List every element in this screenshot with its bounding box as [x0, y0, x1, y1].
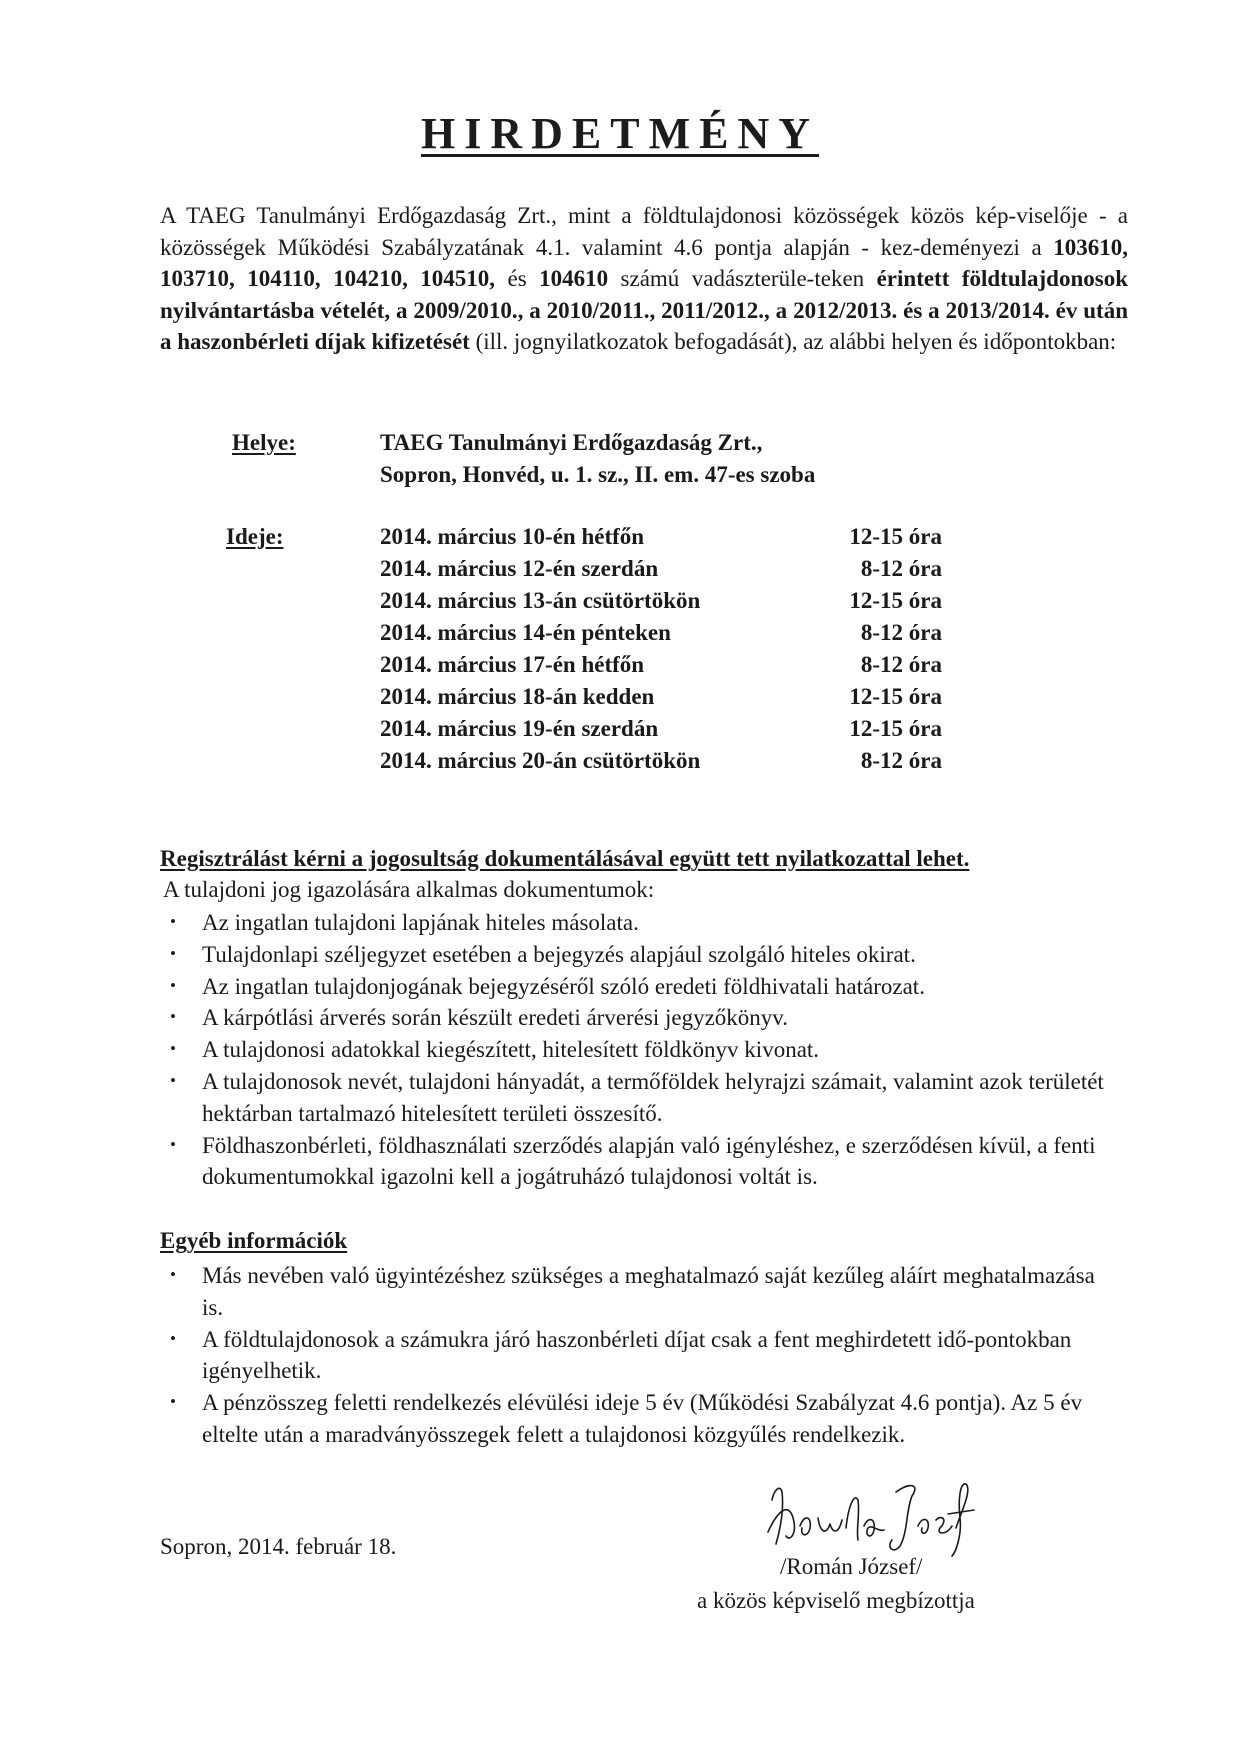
place-date: Sopron, 2014. február 18.	[160, 1534, 397, 1559]
other-info-list	[168, 1260, 1118, 1451]
intro-paragraph	[160, 200, 1128, 358]
schedule-date: 2014. március 18-án kedden	[380, 684, 655, 709]
schedule-date: 2014. március 12-én szerdán	[380, 556, 659, 581]
registration-intro: A tulajdoni jog igazolására alkalmas dokumentumok:	[163, 877, 655, 902]
schedule-label: Ideje:	[226, 524, 284, 549]
intro-codes: 103610, 103710, 104110, 104210, 104510,	[160, 234, 1128, 291]
schedule-time: 8-12 óra	[860, 556, 942, 581]
schedule-date: 2014. március 20-án csütörtökön	[380, 748, 701, 773]
schedule-date: 2014. március 17-én hétfőn	[380, 652, 645, 677]
schedule-date: 2014. március 14-én pénteken	[380, 620, 671, 645]
list-item: • Más nevében való ügyintézéshez szükséges a meghatalmazó saját kezűleg aláírt meghatalmazása is.	[168, 1260, 1118, 1324]
list-item: • A tulajdonosi adatokkal kiegészített, hitelesített földkönyv kivonat.	[168, 1034, 1118, 1066]
location-label: Helye:	[232, 430, 296, 455]
schedule-time: 12-15 óra	[849, 716, 942, 741]
intro-text-2: és	[495, 266, 540, 291]
title-text: HIRDETMÉNY	[420, 109, 820, 158]
intro-bold: érintett földtulajdonosok nyilvántartásba vételét, a 2009/2010., a 2010/2011., 2011/2012., a 2012/2013. és a 2013/2014. év után a haszonbérleti díjak kifizetését	[160, 266, 1128, 354]
schedule-time: 8-12 óra	[860, 620, 942, 645]
schedule-time: 8-12 óra	[860, 652, 942, 677]
page-title	[0, 108, 1240, 159]
schedule-time: 12-15 óra	[849, 684, 942, 709]
location-line-2: Sopron, Honvéd, u. 1. sz., II. em. 47-es szoba	[380, 462, 816, 487]
list-item: • A tulajdonosok nevét, tulajdoni hányadát, a termőföldek helyrajzi számait, valamint azok területét hektárban tartalmazó hitelesített területi összesítő.	[168, 1066, 1118, 1130]
list-item: • A pénzösszeg feletti rendelkezés elévülési ideje 5 év (Működési Szabályzat 4.6 pontja). Az 5 év eltelte után a maradványösszegek felett a tulajdonosi közgyűlés rendelkezik.	[168, 1387, 1118, 1451]
list-item: • Tulajdonlapi széljegyzet esetében a bejegyzés alapjául szolgáló hiteles okirat.	[168, 939, 1118, 971]
list-item: • A kárpótlási árverés során készült eredeti árverési jegyzőkönyv.	[168, 1002, 1118, 1034]
registration-list	[168, 907, 1118, 1193]
registration-heading: Regisztrálást kérni a jogosultság dokumentálásával együtt tett nyilatkozattal lehet.	[160, 846, 970, 871]
location-line-1: TAEG Tanulmányi Erdőgazdaság Zrt.,	[380, 430, 763, 455]
schedule-date: 2014. március 13-án csütörtökön	[380, 588, 701, 613]
signer-name: /Román József/	[780, 1554, 923, 1579]
intro-text-4: (ill. jognyilatkozatok befogadását), az alábbi helyen és időpontokban:	[469, 329, 1117, 354]
handwritten-signature	[760, 1470, 980, 1560]
schedule-date: 2014. március 10-én hétfőn	[380, 524, 645, 549]
schedule-time: 12-15 óra	[849, 524, 942, 549]
list-item: • A földtulajdonosok a számukra járó haszonbérleti díjat csak a fent meghirdetett idő-pontokban igényelhetik.	[168, 1324, 1118, 1388]
intro-text-1: A TAEG Tanulmányi Erdőgazdaság Zrt., mint a földtulajdonosi közösségek közös kép-viselője - a közösségek Működési Szabályzatának 4.1. valamint 4.6 pontja alapján - kez-deményezi a	[160, 203, 1128, 260]
intro-text-3: számú vadászterüle-teken	[608, 266, 877, 291]
schedule-date: 2014. március 19-én szerdán	[380, 716, 659, 741]
other-info-heading: Egyéb információk	[160, 1228, 348, 1253]
signer-role: a közös képviselő megbízottja	[697, 1588, 975, 1613]
list-item: • Az ingatlan tulajdoni lapjának hiteles másolata.	[168, 907, 1118, 939]
list-item: • Az ingatlan tulajdonjogának bejegyzéséről szóló eredeti földhivatali határozat.	[168, 971, 1118, 1003]
schedule-time: 12-15 óra	[849, 588, 942, 613]
list-item: • Földhaszonbérleti, földhasználati szerződés alapján való igényléshez, e szerződésen kívül, a fenti dokumentumokkal igazolni kell a jogátruházó tulajdonosi voltát is.	[168, 1130, 1118, 1194]
schedule-time: 8-12 óra	[860, 748, 942, 773]
intro-code-last: 104610	[539, 266, 609, 291]
